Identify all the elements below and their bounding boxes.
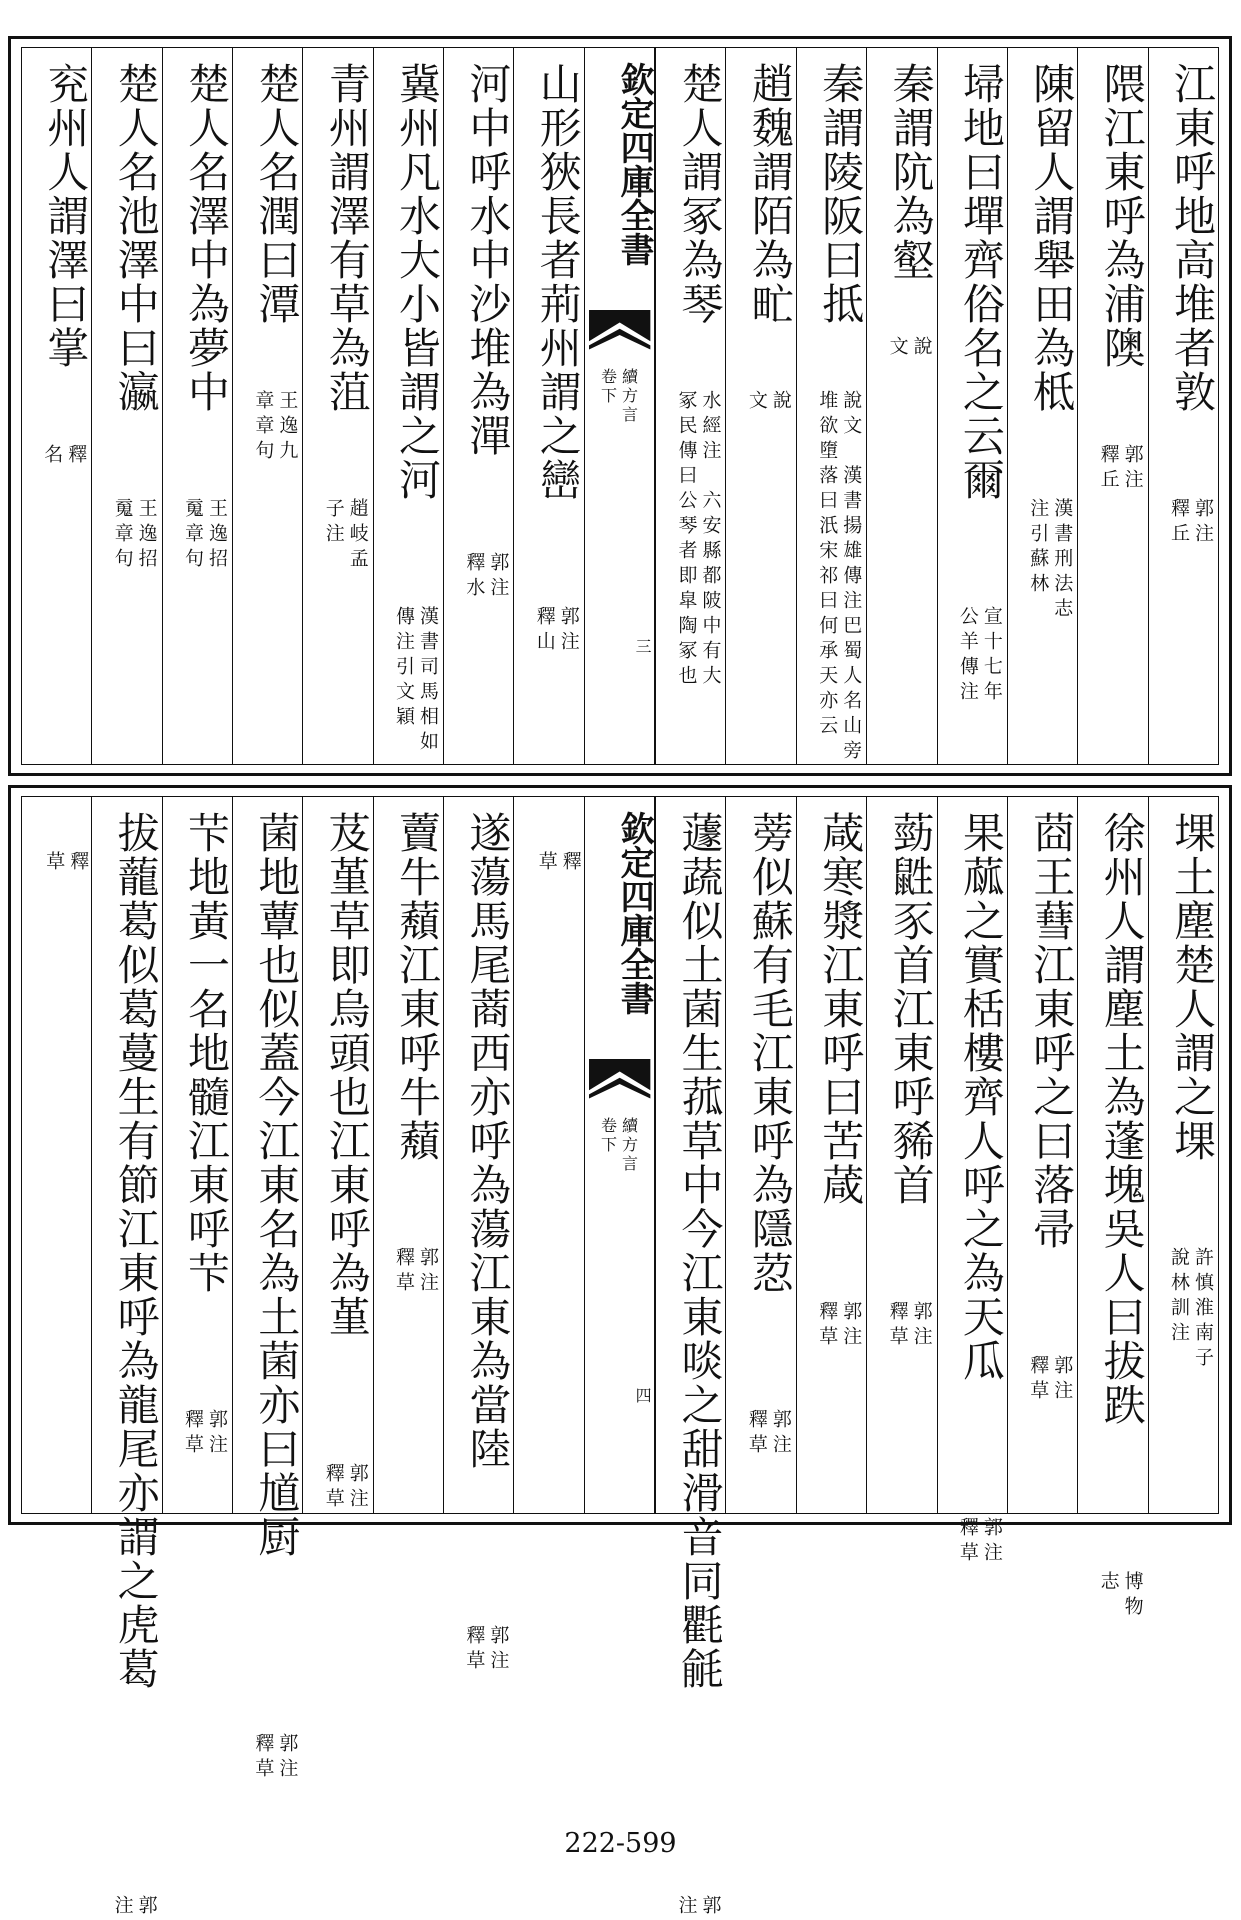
annotation-line: 郭注	[557, 606, 580, 656]
annotation-line: 釋草	[463, 1625, 486, 1675]
text-column	[162, 797, 232, 1513]
annotation	[675, 390, 723, 690]
annotation-line: 注	[111, 1895, 134, 1920]
page-heart-title-column	[584, 797, 655, 1513]
text-column	[232, 48, 302, 764]
column-main-text: 趙魏謂陌為甿	[745, 62, 795, 326]
column-main-text: 遂蕩馬尾蔏西亦呼為蕩江東為當陸	[463, 811, 513, 1471]
annotation	[252, 390, 300, 465]
text-column	[373, 48, 443, 764]
column-main-text: 秦謂陵阪曰抵	[816, 62, 866, 326]
annotation-line: 郭注	[1192, 498, 1214, 548]
book-title: 欽定四庫全書	[614, 62, 655, 266]
annotation-line: 冢民傳曰公琴者即皐陶冢也	[675, 390, 698, 690]
column-main-text: 芨堇草即烏頭也江東呼為堇	[322, 811, 372, 1339]
annotation-line: 傳注引文穎	[393, 606, 416, 731]
top-columns	[22, 48, 1218, 764]
annotation-line: 文	[745, 390, 768, 415]
annotation-line: 釋草	[252, 1733, 275, 1783]
fish-tail-ornament	[589, 1059, 650, 1111]
annotation-line: 釋草	[886, 1301, 909, 1351]
text-column	[1077, 797, 1147, 1621]
top-page	[8, 36, 1232, 776]
annotation-line: 說	[910, 336, 933, 361]
annotation-line: 志	[1097, 1571, 1120, 1596]
annotation	[112, 1895, 160, 1920]
text-column	[22, 797, 91, 1513]
text-column	[937, 48, 1007, 764]
text-column	[232, 797, 302, 1783]
text-column	[937, 797, 1007, 1567]
text-column	[162, 48, 232, 764]
annotation-line: 䰟章句	[111, 498, 134, 573]
annotation-line: 許慎淮南子	[1192, 1247, 1214, 1372]
volume-info	[585, 1117, 654, 1174]
text-column	[302, 797, 372, 1513]
annotation	[112, 498, 160, 573]
annotation	[1098, 444, 1146, 494]
annotation-line: 王逸九	[276, 390, 299, 465]
text-column	[91, 797, 161, 1920]
column-main-text: 楚人謂冢為琴	[675, 62, 725, 326]
column-main-text: 菌地蕈也似蓋今江東名為土菌亦曰馗厨	[252, 811, 302, 1559]
annotation-line: 郭注	[840, 1301, 863, 1351]
annotation	[323, 1463, 371, 1513]
annotation	[816, 390, 864, 765]
book-name: 續方言	[619, 368, 639, 425]
annotation	[1168, 498, 1216, 548]
column-main-text: 莔王蔧江東呼之曰落帚	[1027, 811, 1077, 1251]
volume-label: 卷下	[598, 1117, 618, 1155]
text-column	[373, 797, 443, 1513]
annotation	[957, 606, 1005, 706]
text-column	[725, 48, 795, 764]
annotation-line: 說文 漢書揚雄傳注巴蜀人名山旁	[840, 390, 863, 765]
annotation	[43, 851, 91, 876]
annotation-line: 文	[886, 336, 909, 361]
annotation-line: 釋草	[816, 1301, 839, 1351]
text-column	[725, 797, 795, 1513]
annotation-line: 宣十七年	[980, 606, 1003, 706]
column-main-text: 兖州人謂澤曰掌	[41, 62, 91, 370]
top-page-grid	[21, 47, 1219, 765]
annotation-line: 名	[41, 444, 64, 469]
annotation-line: 注引蘇林	[1027, 498, 1050, 598]
annotation-line: 釋山	[533, 606, 556, 656]
annotation-line: 釋草	[1027, 1355, 1050, 1405]
annotation	[1027, 1355, 1075, 1405]
text-column	[1077, 48, 1147, 764]
text-column	[655, 797, 725, 1920]
column-main-text: 葝鼪豕首江東呼豨首	[886, 811, 936, 1207]
annotation	[463, 1625, 511, 1675]
column-main-text: 青州謂澤有草為菹	[322, 62, 372, 414]
annotation	[393, 606, 441, 756]
column-main-text: 拔蘢葛似葛蔓生有節江東呼為龍尾亦謂之虎葛	[111, 811, 161, 1691]
column-main-text: 蒡似蘇有毛江東呼為隱荵	[745, 811, 795, 1295]
column-main-text: 陳留人謂舉田為柢	[1027, 62, 1077, 414]
text-column	[1007, 797, 1077, 1513]
column-main-text: 葴寒漿江東呼曰苦葴	[816, 811, 866, 1207]
annotation	[1168, 1247, 1216, 1372]
annotation-line: 王逸招	[205, 498, 228, 573]
annotation-line: 釋丘	[1168, 498, 1190, 548]
annotation-line: 郭注	[205, 1409, 228, 1459]
page-heart-title-column	[584, 48, 655, 764]
annotation-line: 章章句	[252, 390, 275, 465]
annotation-line: 公羊傳注	[956, 606, 979, 706]
text-column	[91, 48, 161, 764]
annotation	[393, 1247, 441, 1297]
annotation	[536, 851, 584, 876]
annotation	[463, 552, 511, 602]
annotation-line: 郭注	[487, 552, 510, 602]
column-main-text: 楚人名池澤中曰瀛	[111, 62, 161, 414]
annotation-line: 釋草	[393, 1247, 416, 1297]
annotation	[252, 1733, 300, 1783]
annotation	[675, 1895, 723, 1920]
column-main-text: 隈江東呼為浦隩	[1097, 62, 1147, 370]
annotation-line: 郭注	[487, 1625, 510, 1675]
annotation-line: 草	[43, 851, 66, 876]
annotation-line: 趙岐孟	[346, 498, 369, 573]
annotation-line: 郭	[699, 1895, 722, 1920]
annotation	[1098, 1571, 1146, 1621]
annotation-line: 釋丘	[1097, 444, 1120, 494]
column-main-text: 芐地黃一名地髓江東呼芐	[181, 811, 231, 1295]
annotation-line: 漢書司馬相如	[417, 606, 440, 756]
text-column	[866, 797, 936, 1513]
leaf-number: 三	[633, 638, 653, 654]
annotation	[887, 1301, 935, 1351]
annotation-line: 釋	[67, 851, 90, 876]
text-column	[513, 797, 583, 1513]
book-title: 欽定四庫全書	[614, 811, 655, 1015]
leaf-number: 四	[633, 1387, 653, 1403]
annotation-line: 說	[769, 390, 792, 415]
text-column	[796, 797, 866, 1513]
annotation-line: 博物	[1121, 1571, 1144, 1621]
annotation-line: 郭	[135, 1895, 158, 1920]
annotation-line: 子注	[322, 498, 345, 548]
column-main-text: 徐州人謂塵土為蓬塊吳人曰拔跌	[1097, 811, 1147, 1427]
text-column	[1007, 48, 1077, 764]
column-main-text: 堁土塵楚人謂之堁	[1168, 811, 1217, 1163]
column-main-text: 楚人名澤中為夢中	[181, 62, 231, 414]
text-column	[866, 48, 936, 764]
text-column	[796, 48, 866, 764]
text-column	[1148, 797, 1218, 1513]
annotation-line: 注	[675, 1895, 698, 1920]
column-main-text: 冀州凡水大小皆謂之河	[393, 62, 443, 502]
annotation-line: 釋	[559, 851, 582, 876]
text-column	[513, 48, 583, 764]
fish-tail-ornament	[589, 310, 650, 362]
annotation-line: 郭注	[276, 1733, 299, 1783]
annotation-line: 釋	[65, 444, 88, 469]
annotation-line: 郭注	[1121, 444, 1144, 494]
annotation	[746, 390, 794, 415]
text-column	[22, 48, 91, 764]
column-main-text: 河中呼水中沙堆為潬	[463, 62, 513, 458]
annotation-line: 郭注	[1051, 1355, 1074, 1405]
text-column	[655, 48, 725, 764]
annotation-line: 郭注	[346, 1463, 369, 1513]
annotation	[41, 444, 89, 469]
volume-info	[585, 368, 654, 425]
annotation-line: 草	[535, 851, 558, 876]
column-main-text: 藚牛蘈江東呼牛蘈	[393, 811, 443, 1163]
annotation-line: 堆欲墮落曰汦宋祁曰何承天亦云	[816, 390, 839, 740]
page-number: 222-599	[564, 1828, 677, 1859]
text-column	[1148, 48, 1218, 764]
annotation-line: 水經注 六安縣都陂中有大	[699, 390, 722, 690]
annotation	[887, 336, 935, 361]
text-column	[443, 797, 513, 1675]
annotation	[816, 1301, 864, 1351]
column-main-text: 秦謂阬為壑	[886, 62, 936, 282]
annotation-line: 釋水	[463, 552, 486, 602]
annotation-line: 釋草	[745, 1409, 768, 1459]
column-main-text: 果蓏之實栝樓齊人呼之為天瓜	[956, 811, 1006, 1383]
annotation-line: 䰟章句	[181, 498, 204, 573]
annotation	[323, 498, 371, 573]
text-column	[443, 48, 513, 764]
annotation-line: 說林訓注	[1168, 1247, 1190, 1347]
column-main-text: 埽地曰墠齊俗名之云爾	[956, 62, 1006, 502]
text-column	[302, 48, 372, 764]
annotation-line: 王逸招	[135, 498, 158, 573]
annotation	[957, 1517, 1005, 1567]
annotation-line: 釋草	[322, 1463, 345, 1513]
annotation-line: 郭注	[769, 1409, 792, 1459]
annotation-line: 釋草	[956, 1517, 979, 1567]
annotation-line: 郭注	[980, 1517, 1003, 1567]
column-main-text: 楚人名潤曰潭	[252, 62, 302, 326]
annotation-line: 釋草	[181, 1409, 204, 1459]
column-main-text: 江東呼地高堆者敦	[1168, 62, 1217, 414]
volume-label: 卷下	[598, 368, 618, 406]
book-name: 續方言	[619, 1117, 639, 1174]
annotation-line: 郭注	[910, 1301, 933, 1351]
annotation	[1027, 498, 1075, 623]
annotation	[182, 498, 230, 573]
annotation-line: 郭注	[417, 1247, 440, 1297]
annotation	[534, 606, 582, 656]
annotation	[182, 1409, 230, 1459]
column-main-text: 山形狹長者荊州謂之巒	[533, 62, 583, 502]
annotation-line: 漢書刑法志	[1051, 498, 1074, 623]
annotation	[746, 1409, 794, 1459]
column-main-text: 蘧蔬似土菌生菰草中今江東啖之甜滑音同氍毹	[675, 811, 725, 1691]
